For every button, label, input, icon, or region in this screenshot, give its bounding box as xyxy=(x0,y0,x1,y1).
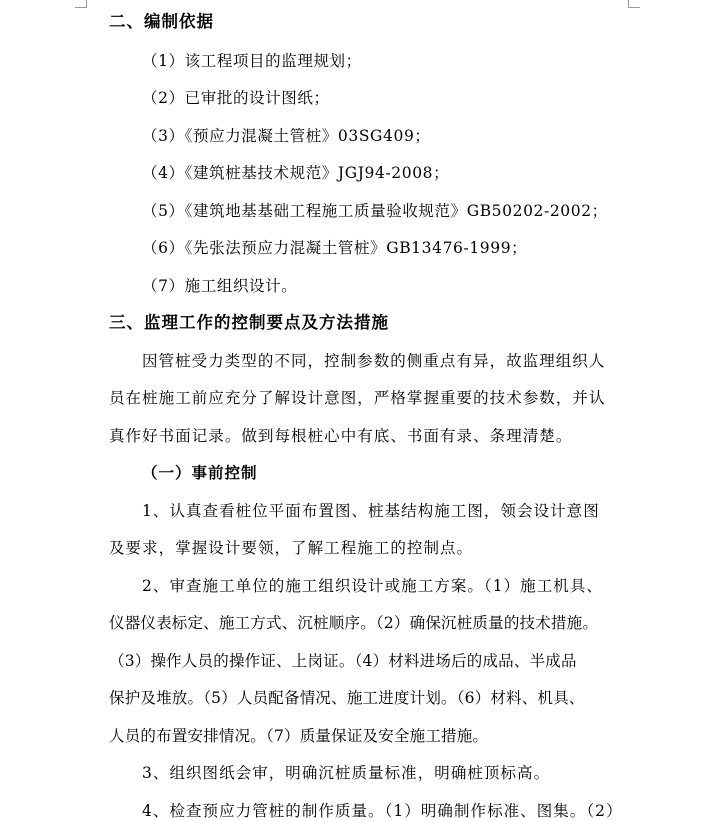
basis-item-2: （2）已审批的设计图纸； xyxy=(142,89,330,107)
basis-item-5: （5）《建筑地基基础工程施工质量验收规范》GB50202-2002； xyxy=(142,202,608,220)
basis-item-6: （6）《先张法预应力混凝土管桩》GB13476-1999； xyxy=(142,239,528,257)
para1-line-2: 及要求，掌握设计要领，了解工程施工的控制点。 xyxy=(109,539,474,557)
intro-line-2: 员在桩施工前应充分了解设计意图，严格掌握重要的技术参数，并认 xyxy=(109,389,606,407)
para3-line-1: 3、组织图纸会审，明确沉桩质量标准，明确桩顶标高。 xyxy=(142,764,551,782)
intro-line-3: 真作好书面记录。做到每根桩心中有底、书面有录、条理清楚。 xyxy=(109,427,573,445)
basis-item-1: （1）该工程项目的监理规划； xyxy=(142,52,362,70)
section-heading-control-points: 三、监理工作的控制要点及方法措施 xyxy=(109,313,389,332)
intro-line-1: 因管桩受力类型的不同，控制参数的侧重点有异，故监理组织人 xyxy=(142,352,606,370)
basis-item-4: （4）《建筑桩基技术规范》JGJ94-2008； xyxy=(142,164,450,182)
para2-line-3: （3）操作人员的操作证、上岗证。（4）材料进场后的成品、半成品 xyxy=(109,652,577,670)
basis-item-3: （3）《预应力混凝土管桩》03SG409； xyxy=(142,127,431,145)
para1-line-1: 1、认真查看桩位平面布置图、桩基结构施工图，领会设计意图 xyxy=(142,502,600,520)
para2-line-5: 人员的布置安排情况。（7）质量保证及安全施工措施。 xyxy=(109,727,489,745)
subsection-heading-pre-control: （一）事前控制 xyxy=(142,463,258,482)
para2-line-1: 2、审查施工单位的施工组织设计或施工方案。（1）施工机具、 xyxy=(142,577,603,595)
para2-line-4: 保护及堆放。（5）人员配备情况、施工进度计划。（6）材料、机具、 xyxy=(109,689,585,707)
section-heading-basis: 二、编制依据 xyxy=(109,12,214,31)
basis-item-7: （7）施工组织设计。 xyxy=(142,277,298,295)
crop-mark-left-horizontal xyxy=(75,7,87,8)
para2-line-2: 仪器仪表标定、施工方式、沉桩顺序。（2）确保沉桩质量的技术措施。 xyxy=(109,614,599,632)
para4-line-1: 4、检查预应力管桩的制作质量。（1）明确制作标准、图集。（2） xyxy=(142,802,623,820)
crop-mark-right-horizontal xyxy=(628,7,640,8)
